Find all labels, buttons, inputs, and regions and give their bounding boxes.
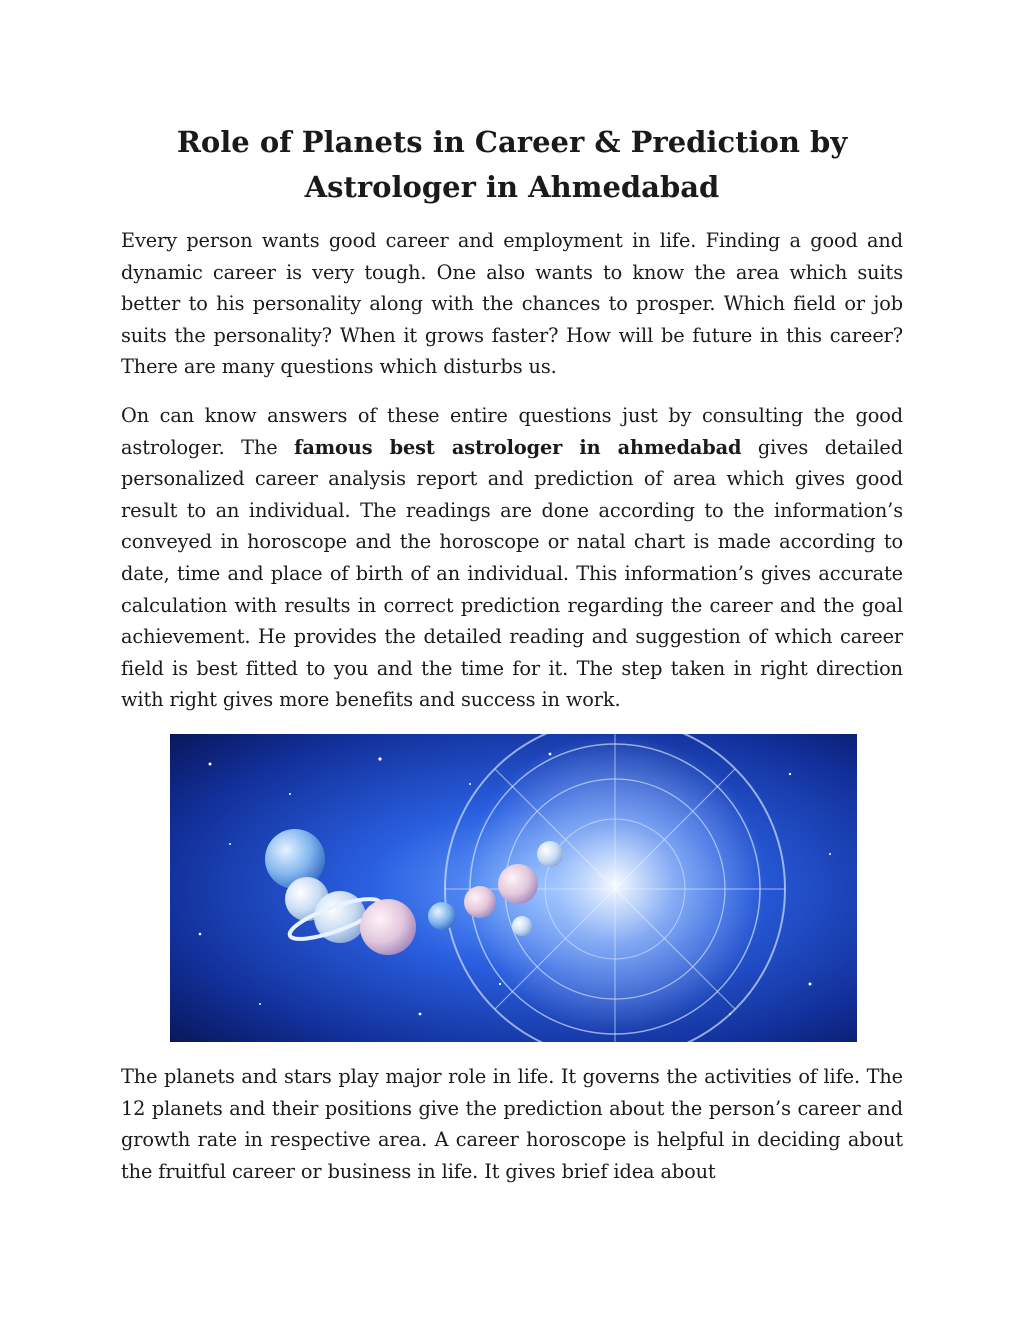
document-title: Role of Planets in Career & Prediction by Astrologer in Ahmedabad: [176, 125, 848, 204]
planet-pale: [537, 841, 563, 867]
planet-small-blue: [428, 902, 456, 930]
planets-zodiac-image: [170, 734, 857, 1042]
planet-rose: [498, 864, 538, 904]
paragraph-astrologer: [121, 400, 903, 716]
paragraph-intro: Every person wants good career and employment in life. Finding a good and dynamic career is very tough. One also wants to know the area which suits better to his personality along with the chances to prosper. Which field or job suits the personality? When it grows faster? How will be future in this career? There are many questions which disturbs us.: [121, 229, 903, 379]
paragraph-planets: The planets and stars play major role in life. It governs the activities of life. The 12 planets and their positions give the prediction about the person’s career and growth rate in respective area. A career horoscope is helpful in deciding about the fruitful career or business in life. It gives brief idea about: [121, 1065, 903, 1183]
planet-striped: [360, 899, 416, 955]
planet-pink: [464, 886, 496, 918]
paragraph-astrologer-start: On can know answers of these entire questions just by consulting the good astrologer. The: [121, 404, 903, 459]
paragraph-astrologer-end: gives detailed personalized career analysis report and prediction of area which gives good result to an individual. The readings are done according to the information’s conveyed in horoscope and the horoscope or natal chart is made according to date, time and place of birth of an individual. This information’s gives accurate calculation with results in correct prediction regarding the career and the goal achievement. He provides the detailed reading and suggestion of which career field is best fitted to you and the time for it. The step taken in right direction with right gives more benefits and success in work.: [121, 435, 903, 712]
planets-zodiac-illustration: [170, 734, 857, 1042]
planet-tiny: [512, 916, 532, 936]
astrologer-keyword: famous best astrologer in ahmedabad: [294, 435, 742, 459]
